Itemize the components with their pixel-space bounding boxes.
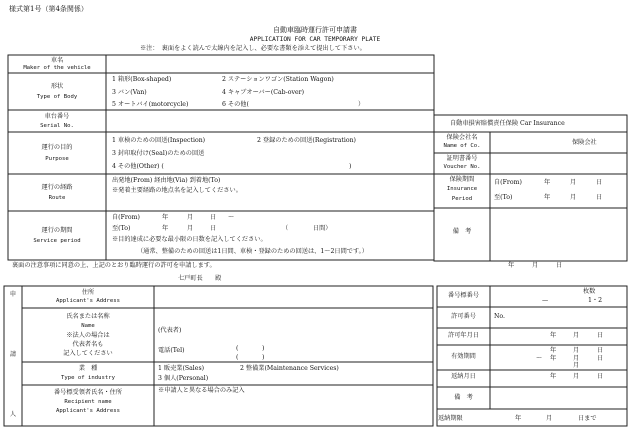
maker-label-en: Maker of the vehicle xyxy=(23,65,91,71)
permit-no-label: 許可番号 xyxy=(451,313,476,320)
instruction-note: ※注： 裏面をよく読んで太線内を記入し、必要な書類を添えて提出して下さい。 xyxy=(140,45,366,52)
type-option-6[interactable]: 6 その他( xyxy=(222,101,249,108)
agreement-text: 裏面の注意事項に同意の上、上記のとおり臨時運行の許可を申請します。 xyxy=(12,262,216,269)
period-to-year: 年 xyxy=(162,225,169,232)
period-note-1: ※目的達成に必要な最小限の日数を記入してください。 xyxy=(112,236,267,243)
valid-from-month: 月 xyxy=(573,347,580,354)
serial-label-ja: 車台番号 xyxy=(44,113,70,120)
deadline-label: 返納期限 xyxy=(438,415,463,422)
valid-to-month: 月 xyxy=(573,355,580,362)
recipient-label-ja: 番号標受領者氏名・住所 xyxy=(53,389,123,396)
type-option-4[interactable]: 4 キャブオーバー(Cab-over) xyxy=(222,89,304,96)
tel-paren-close-1: ) xyxy=(262,345,265,352)
period-tilde: 〜 xyxy=(228,214,235,221)
ins-period-to-day: 日 xyxy=(596,194,603,201)
valid-tilde: 〜 xyxy=(536,355,543,362)
agreement-month: 月 xyxy=(532,262,539,269)
applicant-side-3: 人 xyxy=(9,411,17,418)
representative-label: (代表者) xyxy=(158,327,182,334)
type-option-3[interactable]: 3 バン(Van) xyxy=(112,89,147,96)
purpose-option-4[interactable]: 4 その他(Other) ( xyxy=(112,163,164,170)
form-title-en: APPLICATION FOR CAR TEMPORARY PLATE xyxy=(249,36,381,43)
valid-period-label: 有効期間 xyxy=(451,353,476,360)
ins-voucher-label-ja: 証明書番号 xyxy=(446,155,478,162)
ins-remarks-label: 備 考 xyxy=(452,228,472,235)
type-option-5[interactable]: 5 オートバイ(motorcycle) xyxy=(112,101,189,108)
deadline-year: 年 xyxy=(515,415,522,422)
name-label-ja: 氏名または名称 xyxy=(66,313,110,320)
form-number: 様式第1号（第4条関係） xyxy=(9,5,88,13)
address-label-ja: 住所 xyxy=(81,289,95,296)
ins-period-from-month: 月 xyxy=(570,179,577,186)
sheets-value: 1・2 xyxy=(588,297,603,304)
recipient-note: ※申請人と異なる場合のみ記入 xyxy=(158,387,245,394)
valid-from-day: 日 xyxy=(597,347,604,354)
permit-no-prefix: No. xyxy=(494,313,505,320)
maker-label-ja: 車名 xyxy=(50,57,64,64)
period-from-year: 年 xyxy=(162,214,169,221)
return-month: 月 xyxy=(573,373,580,380)
period-to-label: 至(To) xyxy=(112,225,131,232)
period-to-day: 日 xyxy=(210,225,217,232)
period-from-label: 自(From) xyxy=(112,214,140,221)
ins-period-to: 至(To) xyxy=(494,194,513,201)
purpose-option-1[interactable]: 1 車検のための回送(Inspection) xyxy=(112,137,206,144)
period-label-en: Service period xyxy=(33,238,81,244)
industry-label-ja: 業 種 xyxy=(78,365,98,372)
ins-period-from: 自(From) xyxy=(494,179,522,186)
industry-option-3[interactable]: 3 個人(Personal) xyxy=(158,375,209,382)
valid-to-year: 年 xyxy=(550,355,557,362)
purpose-label-en: Purpose xyxy=(45,156,69,162)
ins-period-label-en: Insurance xyxy=(446,186,478,192)
ins-company-suffix: 保険会社 xyxy=(572,139,597,146)
recipient-label-en-2: Applicant's Address xyxy=(56,408,120,414)
ins-company-label-en: Name of Co. xyxy=(443,143,481,149)
sheets-label: 枚数 xyxy=(583,288,596,295)
type-option-6-close: ） xyxy=(358,101,365,108)
tel-paren-open-1: ( xyxy=(236,345,239,352)
tel-paren-close-2: ) xyxy=(262,354,265,361)
name-note-3: 記入してください xyxy=(63,350,113,357)
permit-date-month: 月 xyxy=(573,332,580,339)
agreement-year: 年 xyxy=(508,262,515,269)
plate-no-dash: — xyxy=(542,297,549,304)
permit-date-label: 許可年月日 xyxy=(448,332,479,339)
type-option-1[interactable]: 1 箱形(Box-shaped) xyxy=(112,76,172,83)
route-label-ja: 運行の経路 xyxy=(41,184,73,191)
industry-option-1[interactable]: 1 販売業(Sales) xyxy=(158,365,205,372)
ins-period-from-day: 日 xyxy=(596,179,603,186)
route-line-2: ※発着主要経路の地点名を記入してください。 xyxy=(112,187,242,194)
tel-label: 電話(Tel) xyxy=(158,347,185,354)
return-day: 日 xyxy=(597,373,604,380)
agreement-day: 日 xyxy=(556,262,563,269)
period-from-day: 日 xyxy=(210,214,217,221)
period-days: （ 日間） xyxy=(282,225,332,232)
ins-voucher-label-en: Voucher No. xyxy=(443,164,481,170)
ins-period-label-ja: 保険期間 xyxy=(449,176,475,183)
route-label-en: Route xyxy=(48,195,66,201)
ins-period-to-year: 年 xyxy=(544,194,551,201)
permit-date-day: 日 xyxy=(597,332,604,339)
deadline-until: 日まで xyxy=(578,415,597,422)
name-note-2: 代表者名も xyxy=(72,341,104,348)
permit-date-year: 年 xyxy=(550,332,557,339)
addressee: 七戸町長 殿 xyxy=(178,275,222,282)
period-to-month: 月 xyxy=(187,225,194,232)
ins-company-label-ja: 保険会社名 xyxy=(446,134,478,141)
serial-label-en: Serial No. xyxy=(40,123,74,129)
return-year: 年 xyxy=(550,373,557,380)
name-note-1: ※法人の場合は xyxy=(66,332,110,339)
form-title-ja: 自動車臨時運行許可申請書 xyxy=(273,26,357,34)
applicant-side-1: 申 xyxy=(9,291,17,298)
name-label-en: Name xyxy=(81,323,95,329)
insurance-header: 自動車損害賠償責任保険 Car Insurance xyxy=(450,120,565,127)
valid-extra-month: 月 xyxy=(573,362,580,369)
purpose-option-3[interactable]: 3 封印取付け(Seal)のための回送 xyxy=(112,150,205,157)
deadline-month: 月 xyxy=(546,415,553,422)
period-from-month: 月 xyxy=(187,214,194,221)
recipient-label-en-1: Recipient name xyxy=(64,399,112,405)
valid-to-day: 日 xyxy=(597,355,604,362)
ins-period-to-month: 月 xyxy=(570,194,577,201)
ins-period-label-en2: Period xyxy=(451,196,473,202)
type-label-en: Type of Body xyxy=(36,94,78,100)
purpose-option-4-close: ) xyxy=(349,163,352,170)
return-date-label: 返納月日 xyxy=(451,373,476,380)
period-label-ja: 運行の期間 xyxy=(41,227,73,234)
route-line-1: 出発地(From) 経由地(Via) 到着地(To) xyxy=(112,177,221,184)
type-option-2[interactable]: 2 ステーションワゴン(Station Wagon) xyxy=(222,76,334,83)
plate-no-label: 番号標番号 xyxy=(448,292,479,299)
industry-option-2[interactable]: 2 整備業(Maintenance Services) xyxy=(240,365,339,372)
ins-period-from-year: 年 xyxy=(544,179,551,186)
purpose-option-2[interactable]: 2 登録のための回送(Registration) xyxy=(257,137,356,144)
office-remarks-label: 備 考 xyxy=(454,394,473,401)
purpose-label-ja: 運行の目的 xyxy=(41,144,73,151)
tel-paren-open-2: ( xyxy=(236,354,239,361)
industry-label-en: Type of industry xyxy=(61,375,115,381)
address-label-en: Applicant's Address xyxy=(56,298,120,304)
type-label-ja: 形状 xyxy=(50,83,64,90)
period-note-2: （通常、整備のための回送は1日間、車検・登録のための回送は、1〜2日間です。） xyxy=(137,248,368,255)
applicant-side-2: 請 xyxy=(9,351,17,358)
valid-from-year: 年 xyxy=(550,347,557,354)
